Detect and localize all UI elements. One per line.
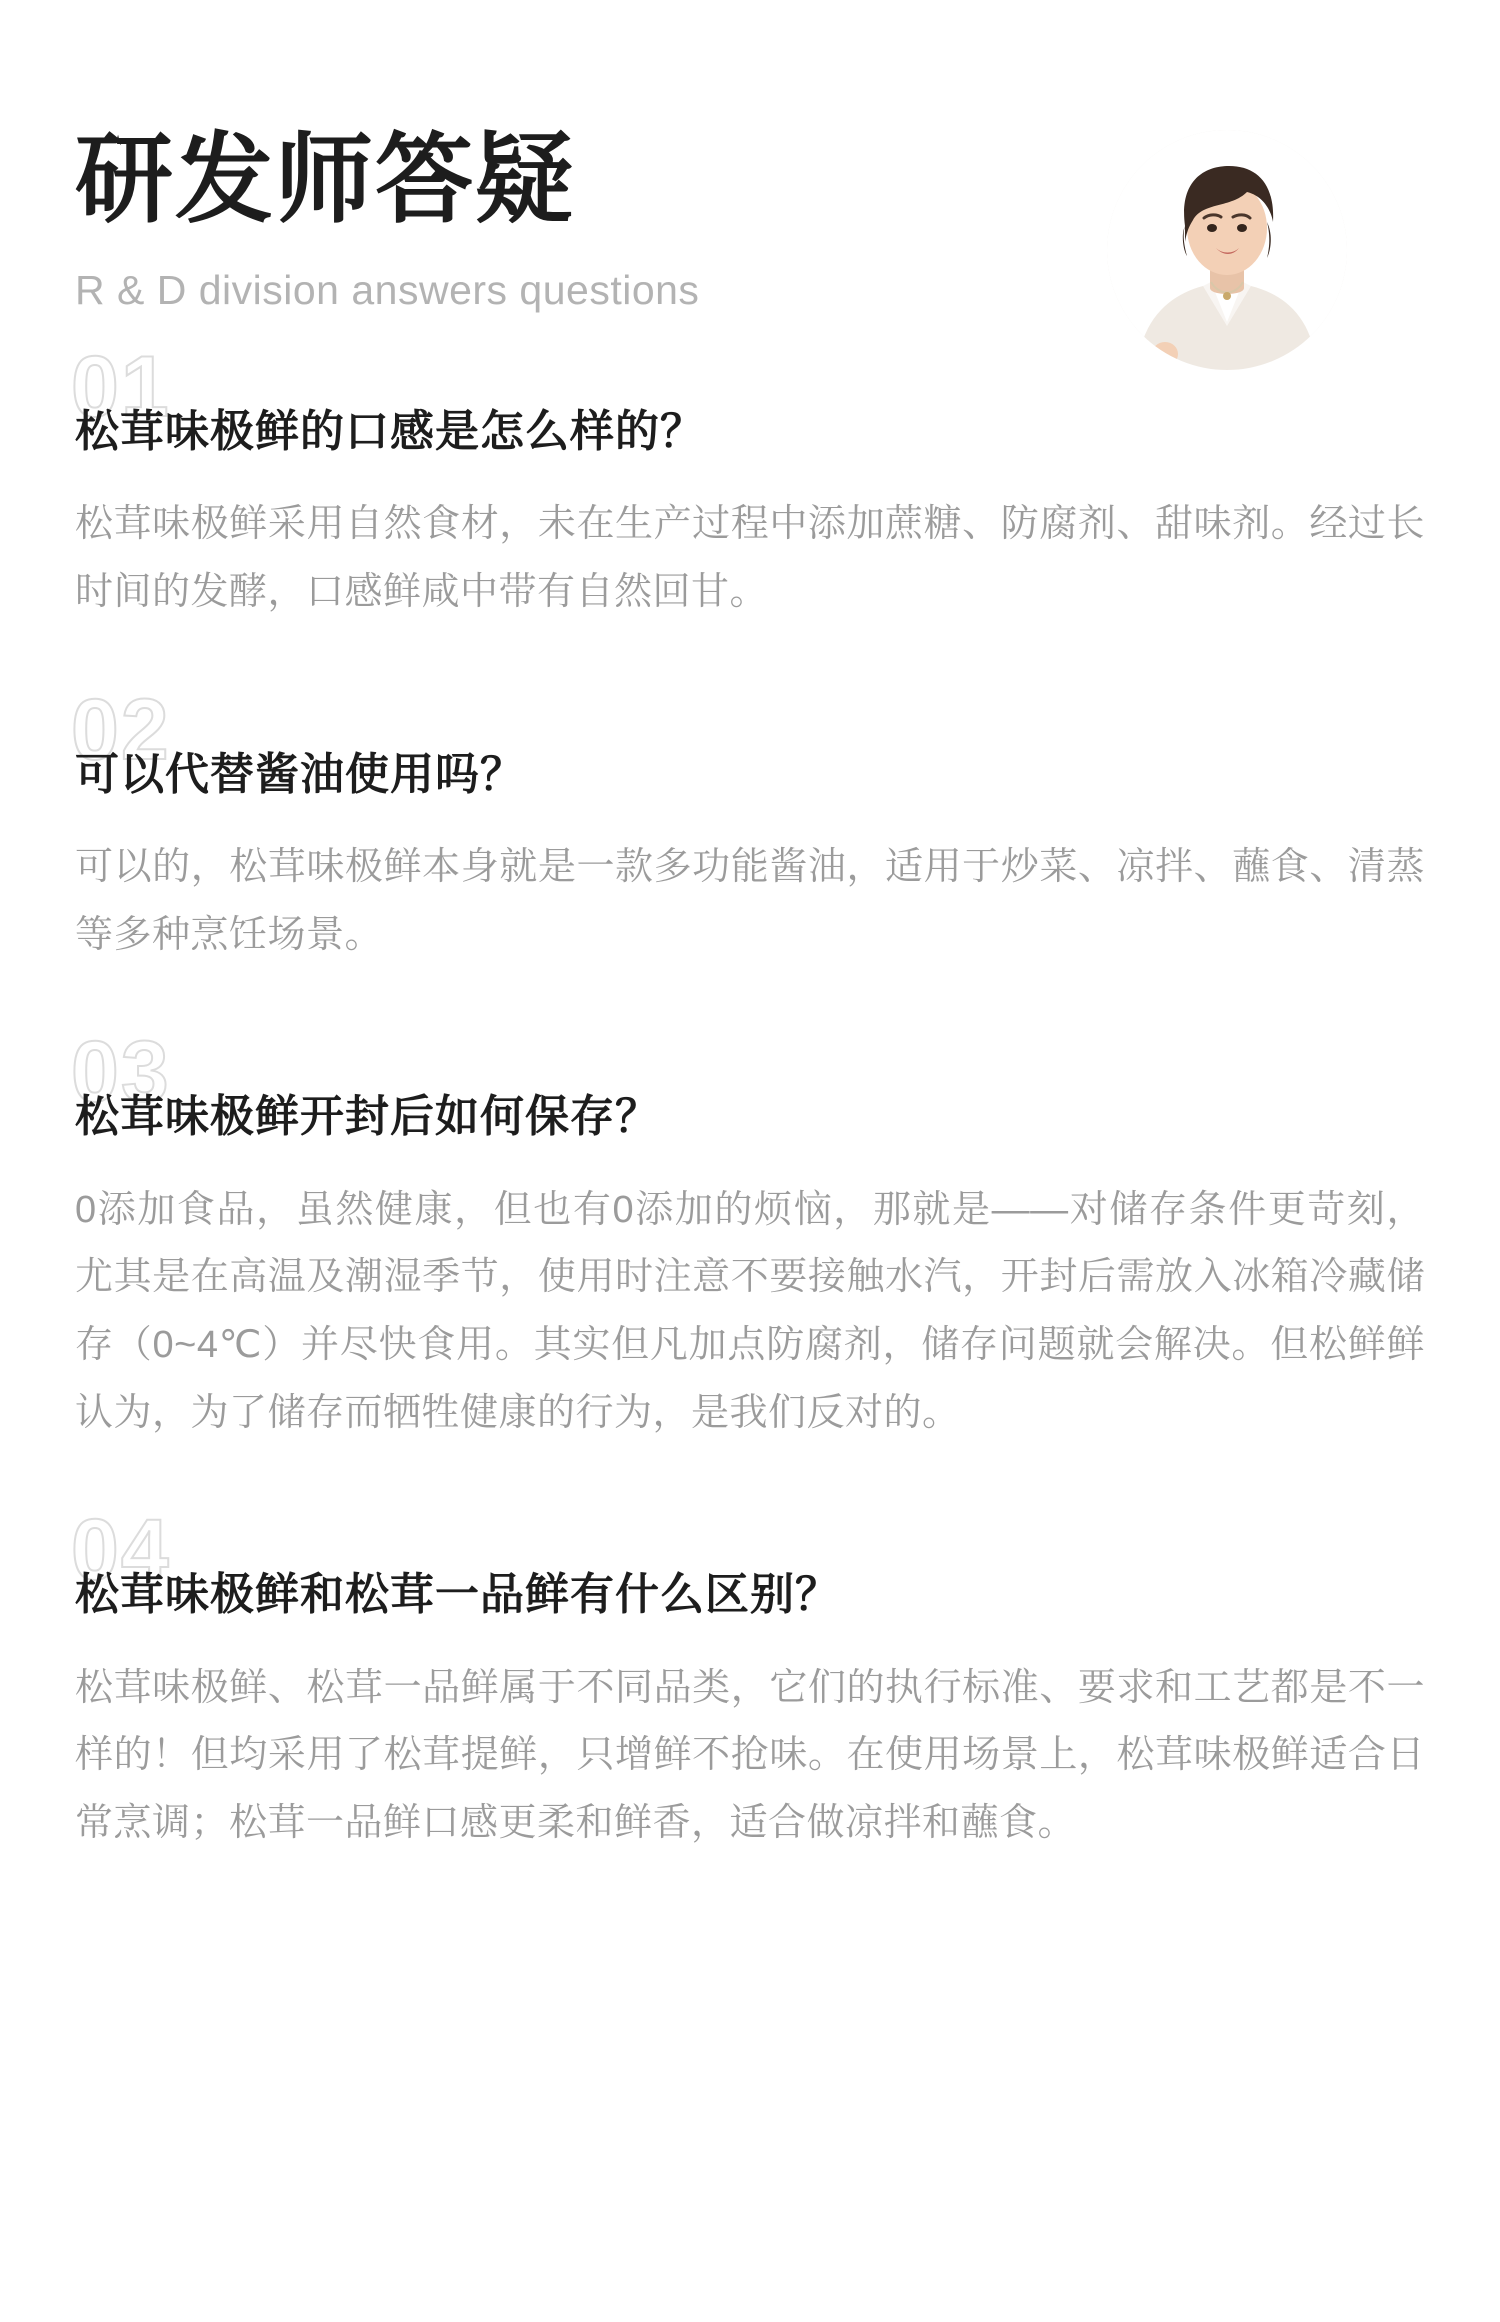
faq-answer: 0添加食品，虽然健康，但也有0添加的烦恼，那就是——对储存条件更苛刻，尤其是在高温及潮湿季节，使用时注意不要接触水汽，开封后需放入冰箱冷藏储存（0~4℃）并尽快食用。其实但凡加点防腐剂，储存问题就会解决。但松鲜鲜认为，为了储存而牺牲健康的行为，是我们反对的。 [75, 1188, 1425, 1434]
faq-item [71, 1024, 1425, 1447]
faq-list [71, 339, 1425, 1857]
faq-item [71, 681, 1425, 970]
page-subtitle: R & D division answers questions [75, 266, 700, 313]
page-header [75, 0, 1425, 330]
faq-index-number: 01 [71, 339, 171, 435]
faq-answer: 松茸味极鲜采用自然食材，未在生产过程中添加蔗糖、防腐剂、甜味剂。经过长时间的发酵，口感鲜咸中带有自然回甘。 [75, 503, 1425, 614]
faq-item [71, 339, 1425, 627]
faq-answer: 可以的，松茸味极鲜本身就是一款多功能酱油，适用于炒菜、凉拌、蘸食、清蒸等多种烹饪场景。 [75, 846, 1425, 956]
faq-answer: 松茸味极鲜、松茸一品鲜属于不同品类，它们的执行标准、要求和工艺都是不一样的！但均采用了松茸提鲜，只增鲜不抢味。在使用场景上，松茸味极鲜适合日常烹调；松茸一品鲜口感更柔和鲜香，适合做凉拌和蘸食。 [75, 1666, 1425, 1844]
faq-question: 松茸味极鲜开封后如何保存？ [75, 1092, 660, 1142]
faq-question: 可以代替酱油使用吗？ [75, 749, 525, 799]
portrait-illustration [1107, 130, 1347, 370]
page-title: 研发师答疑 [75, 124, 576, 234]
faq-index-number: 03 [71, 1024, 171, 1121]
faq-item [71, 1502, 1425, 1857]
faq-index-number: 04 [71, 1502, 171, 1599]
faq-index-number: 02 [71, 681, 171, 778]
faq-question: 松茸味极鲜和松茸一品鲜有什么区别？ [75, 1570, 840, 1620]
faq-question: 松茸味极鲜的口感是怎么样的？ [75, 407, 705, 456]
researcher-portrait-avatar [1107, 130, 1347, 370]
